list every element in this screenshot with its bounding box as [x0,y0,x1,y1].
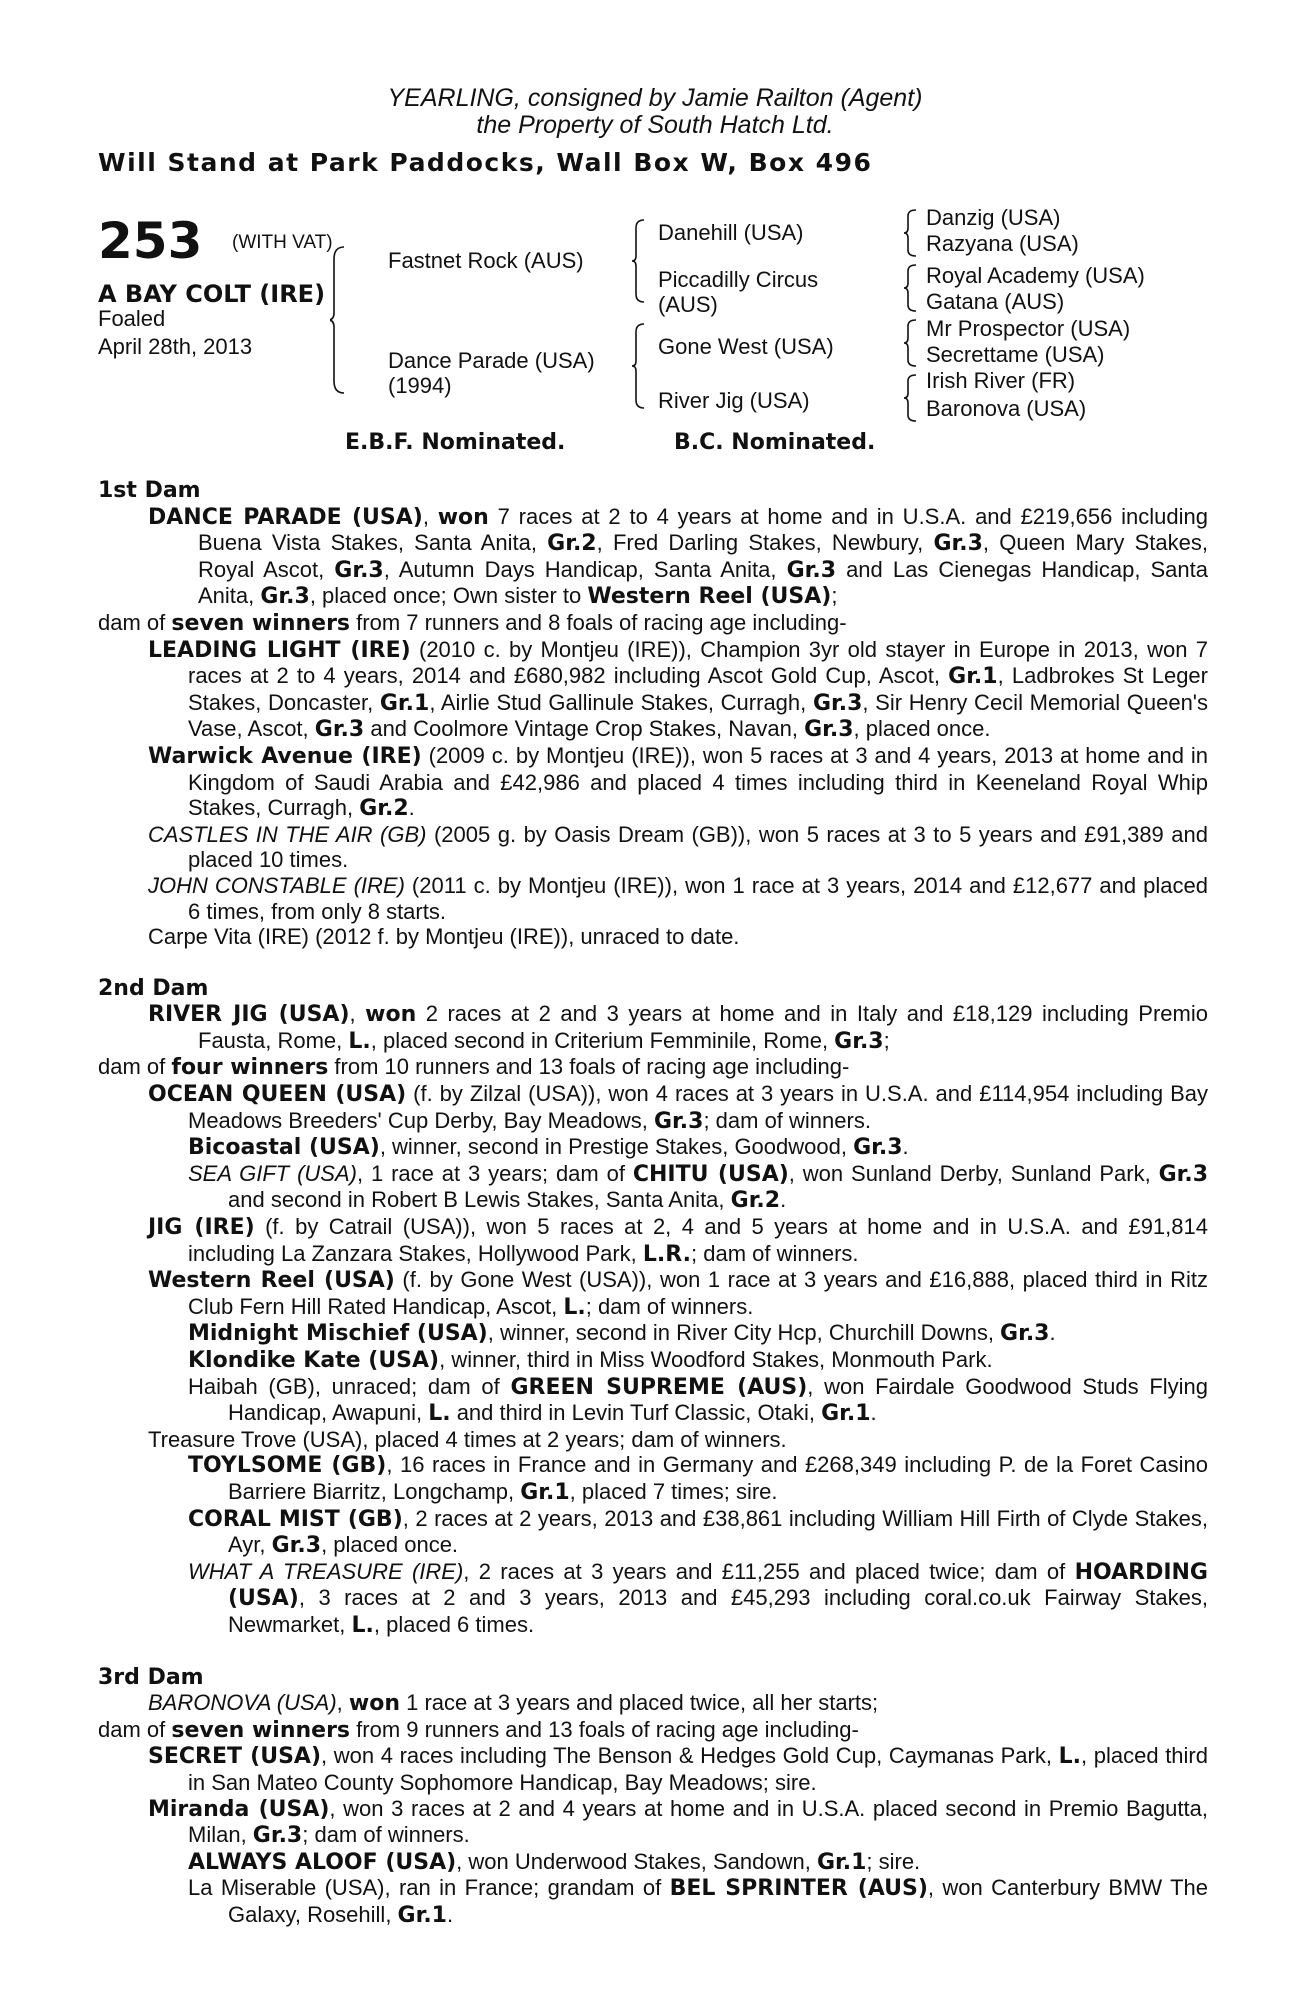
foaled-label: Foaled [98,306,166,331]
sds: Royal Academy (USA) [926,263,1145,288]
td-grandproduce-2: La Miserable (USA), ran in France; grandam of BEL SPRINTER (AUS), won Canterbury BMW The Galaxy, Rosehill, Gr.1. [188,1875,1208,1928]
second-dam-heading: 2nd Dam [98,975,209,1001]
dds: Irish River (FR) [926,368,1076,393]
header-consignor: YEARLING, consigned by Jamie Railton (Agent) [387,84,923,112]
third-dam-para: BARONOVA (USA), won 1 race at 3 years and placed twice, all her starts; [148,1690,879,1717]
produce-2: Warwick Avenue (IRE) (2009 c. by Montjeu (IRE)), won 5 races at 3 and 4 years, 2013 at home and in Kingdom of Saudi Arabia and £42,986 and placed 4 times including third in Keeneland Royal Whip Stakes, Curragh, Gr.2. [148,742,1208,822]
sd-grandproduce-7: CORAL MIST (GB), 2 races at 2 years, 2013 and £38,861 including William Hill Firth of Clyde Stakes, Ayr, Gr.3, placed once. [188,1505,1208,1559]
first-dam-produce: dam of seven winners from 7 runners and 8 foals of racing age including- [98,609,847,636]
td-produce-2: Miranda (USA), won 3 races at 2 and 4 years at home and in U.S.A. placed second in Premio Bagutta, Milan, Gr.3; dam of winners. [148,1795,1208,1849]
ebf-nominated: E.B.F. Nominated. [345,430,566,455]
ddd: Baronova (USA) [926,396,1087,421]
sd-grandproduce-4: Klondike Kate (USA), winner, third in Miss Woodford Stakes, Monmouth Park. [188,1347,993,1373]
sd-grandproduce-1: Bicoastal (USA), winner, second in Prestige Stakes, Goodwood, Gr.3. [188,1134,909,1161]
sd-grandproduce-3: Midnight Mischief (USA), winner, second in River City Hcp, Churchill Downs, Gr.3. [188,1320,1056,1347]
produce-5: Carpe Vita (IRE) (2012 f. by Montjeu (IRE)), unraced to date. [148,924,740,950]
sire-sire-bracket [632,218,648,304]
b4 [904,373,920,423]
dam-line1: Dance Parade (USA) [388,348,595,373]
sire: Fastnet Rock (AUS) [388,248,584,273]
td-grandproduce-1: ALWAYS ALOOF (USA), won Underwood Stakes, Sandown, Gr.1; sire. [188,1848,921,1875]
first-dam-heading: 1st Dam [98,478,201,503]
sire-dam-line2: (AUS) [658,292,718,317]
dam-dam-bracket [632,322,648,410]
sd-grandproduce-6: TOYLSOME (GB), 16 races in France and in Germany and £268,349 including P. de la Foret Casino Barriere Biarritz, Longchamp, Gr.1, placed 7 times; sire. [188,1452,1209,1505]
sd-produce-1: OCEAN QUEEN (USA) (f. by Zilzal (USA)), won 4 races at 3 years in U.S.A. and £114,954 including Bay Meadows Breeders' Cup Derby, Bay Meadows, Gr.3; dam of winners. [148,1081,1208,1134]
header-property: the Property of South Hatch Ltd. [476,111,834,139]
b1 [904,208,920,258]
sd-produce-4: Treasure Trove (USA), placed 4 times at 2 years; dam of winners. [148,1426,787,1452]
sss: Danzig (USA) [926,205,1061,230]
stand-location: Will Stand at Park Paddocks, Wall Box W, Box 496 [98,148,873,177]
first-dam-para: DANCE PARADE (USA), won 7 races at 2 to 4 years at home and in U.S.A. and £219,656 including Buena Vista Stakes, Santa Anita, Gr.2, Fred Darling Stakes, Newbury, Gr.3, Queen Mary Stakes, Royal Ascot, Gr.3, Autumn Days Handicap, Santa Anita, Gr.3 and Las Cienegas Handicap, Santa Anita, Gr.3, placed once; Own sister to Western Reel (USA); [148,503,1209,610]
b3 [904,318,920,368]
dam-sire: Gone West (USA) [658,334,834,359]
produce-4: JOHN CONSTABLE (IRE) (2011 c. by Montjeu (IRE)), won 1 race at 3 years, 2014 and £12,677 and placed 6 times, from only 8 starts. [148,872,1209,924]
lot-number: 253 [98,212,203,270]
sire-dam-line1: Piccadilly Circus [658,267,819,292]
td-produce-1: SECRET (USA), won 4 races including The Benson & Hedges Gold Cup, Caymanas Park, L., placed third in San Mateo County Sophomore Handicap, Bay Meadows; sire. [148,1743,1208,1795]
sdd: Gatana (AUS) [926,289,1065,314]
ssd: Razyana (USA) [926,231,1079,256]
lot-name: A BAY COLT (IRE) [98,280,326,308]
sire-sire: Danehill (USA) [658,220,804,245]
sd-grandproduce-2: SEA GIFT (USA), 1 race at 3 years; dam of CHITU (USA), won Sunland Derby, Sunland Park, Gr.3 and second in Robert B Lewis Stakes, Santa Anita, Gr.2. [188,1160,1209,1214]
dam-line2: (1994) [388,373,452,398]
vat-note: (WITH VAT) [232,232,333,253]
produce-3: CASTLES IN THE AIR (GB) (2005 g. by Oasis Dream (GB)), won 5 races at 3 to 5 years and £91,389 and placed 10 times. [148,821,1208,873]
third-dam-produce: dam of seven winners from 9 runners and 13 foals of racing age including- [98,1716,859,1743]
sd-produce-3: Western Reel (USA) (f. by Gone West (USA)), won 1 race at 3 years and £16,888, placed third in Ritz Club Fern Hill Rated Handicap, Ascot, L.; dam of winners. [148,1267,1208,1320]
bc-nominated: B.C. Nominated. [674,430,876,455]
produce-1: LEADING LIGHT (IRE) (2010 c. by Montjeu (IRE)), Champion 3yr old stayer in Europe in 2013, won 7 races at 2 to 4 years, 2014 and £680,982 including Ascot Gold Cup, Ascot, Gr.1, Ladbrokes St Leger Stakes, Doncaster, Gr.1, Airlie Stud Gallinule Stakes, Curragh, Gr.3, Sir Henry Cecil Memorial Queen's Vase, Ascot, Gr.3 and Coolmore Vintage Crop Stakes, Navan, Gr.3, placed once. [148,636,1209,743]
dsd: Secrettame (USA) [926,342,1105,367]
second-dam-produce: dam of four winners from 10 runners and 13 foals of racing age including- [98,1054,850,1081]
foaled-date: April 28th, 2013 [98,334,253,359]
sire-dam-bracket [330,245,350,395]
sd-grandproduce-5: Haibah (GB), unraced; dam of GREEN SUPREME (AUS), won Fairdale Goodwood Studs Flying Handicap, Awapuni, L. and third in Levin Turf Classic, Otaki, Gr.1. [188,1373,1208,1427]
third-dam-heading: 3rd Dam [98,1664,204,1690]
sd-grandproduce-8: WHAT A TREASURE (IRE), 2 races at 3 years and £11,255 and placed twice; dam of HOARDING (USA), 3 races at 2 and 3 years, 2013 and £45,293 including coral.co.uk Fairway Stakes, Newmarket, L., placed 6 times. [188,1558,1208,1638]
second-dam-para: RIVER JIG (USA), won 2 races at 2 and 3 years at home and in Italy and £18,129 including Premio Fausta, Rome, L., placed second in Criterium Femminile, Rome, Gr.3; [148,1001,1208,1054]
dam-dam: River Jig (USA) [658,388,810,413]
b2 [904,263,920,313]
catalogue-body [98,478,1208,1928]
dss: Mr Prospector (USA) [926,316,1131,341]
sd-produce-2: JIG (IRE) (f. by Catrail (USA)), won 5 races at 2, 4 and 5 years at home and in U.S.A. and £91,814 including La Zanzara Stakes, Hollywood Park, L.R.; dam of winners. [148,1214,1208,1267]
